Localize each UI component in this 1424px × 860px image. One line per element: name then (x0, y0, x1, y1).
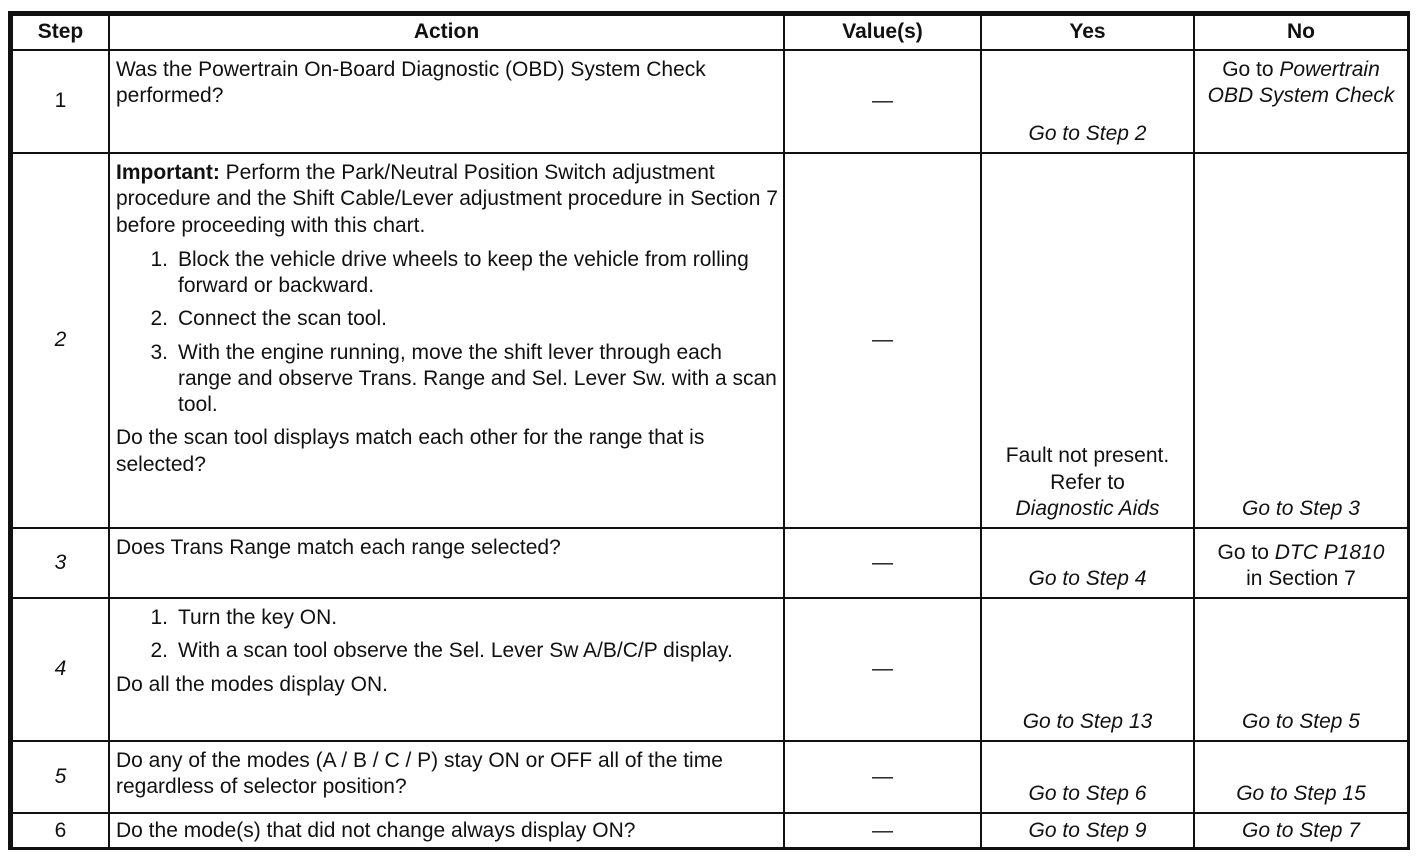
diagnostic-table-wrapper (8, 11, 1410, 850)
value-cell: — (784, 741, 981, 813)
action-cell: Do the mode(s) that did not change always display ON? (109, 813, 784, 850)
substep-number: 1. (150, 247, 168, 271)
no-cell: Go to Step 15 (1194, 741, 1408, 813)
value-cell: — (784, 598, 981, 741)
value-cell: — (784, 153, 981, 528)
step-number: 1 (12, 50, 109, 153)
substep-text: Block the vehicle drive wheels to keep the vehicle from rolling forward or backward. (178, 247, 749, 297)
no-link: Powertrain OBD System Check (1207, 58, 1395, 108)
header-values: Value(s) (784, 15, 981, 50)
list-item (116, 306, 779, 332)
step-number: 6 (12, 813, 109, 850)
substep-number: 2. (150, 307, 168, 331)
step-number: 3 (12, 528, 109, 598)
table-row (12, 153, 1408, 528)
yes-cell: Go to Step 2 (981, 50, 1194, 153)
substep-list (116, 605, 779, 665)
yes-cell: Go to Step 9 (981, 813, 1194, 850)
no-cell (1194, 528, 1408, 598)
value-cell: — (784, 50, 981, 153)
yes-cell: Go to Step 6 (981, 741, 1194, 813)
question-text: Do the scan tool displays match each other for the range that is selected? (116, 426, 705, 476)
substep-text: With a scan tool observe the Sel. Lever Sw A/B/C/P display. (178, 639, 733, 663)
substep-text: Connect the scan tool. (178, 307, 387, 331)
list-item (116, 605, 779, 631)
action-cell (109, 598, 784, 741)
substep-number: 3. (150, 340, 168, 364)
yes-cell (981, 153, 1194, 528)
header-yes: Yes (981, 15, 1194, 50)
header-row (12, 15, 1408, 50)
no-prefix: Go to (1222, 58, 1274, 81)
yes-cell: Go to Step 13 (981, 598, 1194, 741)
table-row (12, 598, 1408, 741)
step-number: 2 (12, 153, 109, 528)
important-text: Perform the Park/Neutral Position Switch adjustment procedure and the Shift Cable/Lever adjustment procedure in Section 7 before proceeding with this chart. (116, 161, 778, 237)
no-cell: Go to Step 3 (1194, 153, 1408, 528)
yes-line-2: Refer to (1050, 470, 1125, 494)
yes-link: Diagnostic Aids (1015, 496, 1160, 520)
list-item (116, 638, 779, 664)
action-cell (109, 153, 784, 528)
table-row (12, 50, 1408, 153)
step-number: 4 (12, 598, 109, 741)
table-row (12, 813, 1408, 850)
no-prefix: Go to (1217, 540, 1269, 564)
substep-text: With the engine running, move the shift lever through each range and observe Trans. Range and Sel. Lever Sw. with a scan tool. (178, 340, 777, 416)
list-item (116, 247, 779, 300)
step-number: 5 (12, 741, 109, 813)
yes-line-1: Fault not present. (1005, 444, 1170, 468)
substep-list (116, 247, 779, 419)
no-cell: Go to Step 7 (1194, 813, 1408, 850)
action-cell: Does Trans Range match each range selected? (109, 528, 784, 598)
substep-text: Turn the key ON. (178, 606, 338, 629)
value-cell: — (784, 813, 981, 850)
no-cell: Go to Step 5 (1194, 598, 1408, 741)
substep-number: 2. (150, 639, 168, 663)
no-suffix: in Section 7 (1246, 566, 1356, 590)
important-note (116, 160, 779, 239)
action-cell: Was the Powertrain On-Board Diagnostic (OBD) System Check performed? (109, 50, 784, 153)
list-item (116, 340, 779, 419)
header-no: No (1194, 15, 1408, 50)
yes-cell: Go to Step 4 (981, 528, 1194, 598)
header-action: Action (109, 15, 784, 50)
question-text: Do all the modes display ON. (116, 672, 388, 696)
no-cell (1194, 50, 1408, 153)
action-cell: Do any of the modes (A / B / C / P) stay ON or OFF all of the time regardless of selector position? (109, 741, 784, 813)
diagnostic-table (11, 14, 1409, 850)
important-label: Important: (116, 161, 220, 184)
table-row (12, 528, 1408, 598)
substep-number: 1. (150, 606, 168, 629)
no-link: DTC P1810 (1274, 540, 1385, 564)
value-cell: — (784, 528, 981, 598)
header-step: Step (12, 15, 109, 50)
table-row (12, 741, 1408, 813)
